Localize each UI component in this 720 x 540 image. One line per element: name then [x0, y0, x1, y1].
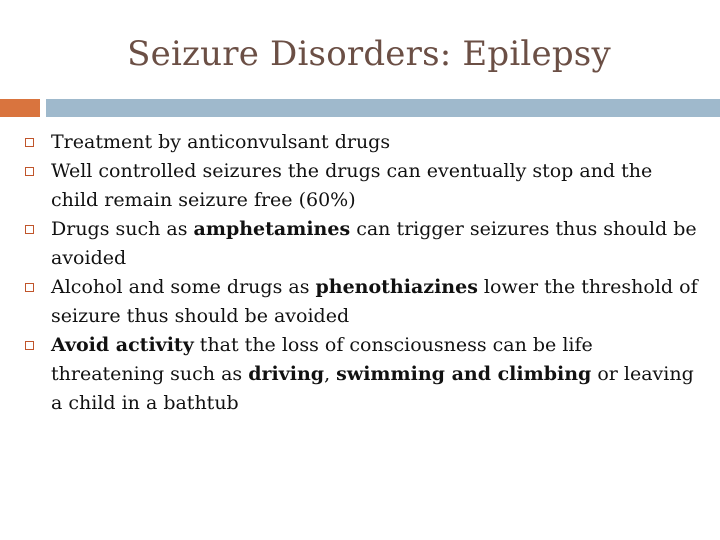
bullet-text: Drugs such as amphetamines can trigger seizures thus should be avoided: [51, 218, 697, 269]
square-bullet-icon: [25, 341, 34, 350]
bullet-item: [20, 273, 700, 331]
emphasis-term: swimming and climbing: [336, 363, 592, 385]
bullet-text: Treatment by anticonvulsant drugs: [51, 131, 391, 153]
bullet-list: [20, 128, 700, 418]
bullet-item: [20, 331, 700, 418]
square-bullet-icon: [25, 138, 34, 147]
slide-title: Seizure Disorders: Epilepsy: [127, 34, 611, 74]
bullet-text: Alcohol and some drugs as phenothiazines lower the threshold of seizure thus should be avoided: [51, 276, 698, 327]
accent-bar-left: [0, 99, 40, 117]
accent-bar-right: [46, 99, 720, 117]
emphasis-term: phenothiazines: [315, 276, 478, 298]
emphasis-term: driving: [248, 363, 325, 385]
bullet-item: [20, 157, 700, 215]
bullet-text: Avoid activity that the loss of consciousness can be life threatening such as driving, swimming and climbing or leaving a child in a bathtub: [51, 334, 694, 414]
emphasis-term: Avoid activity: [51, 334, 194, 356]
bullet-item: [20, 215, 700, 273]
square-bullet-icon: [25, 283, 34, 292]
square-bullet-icon: [25, 225, 34, 234]
square-bullet-icon: [25, 167, 34, 176]
emphasis-term: amphetamines: [193, 218, 351, 240]
bullet-item: [20, 128, 700, 157]
bullet-text: Well controlled seizures the drugs can eventually stop and the child remain seizure free (60%): [51, 160, 653, 211]
